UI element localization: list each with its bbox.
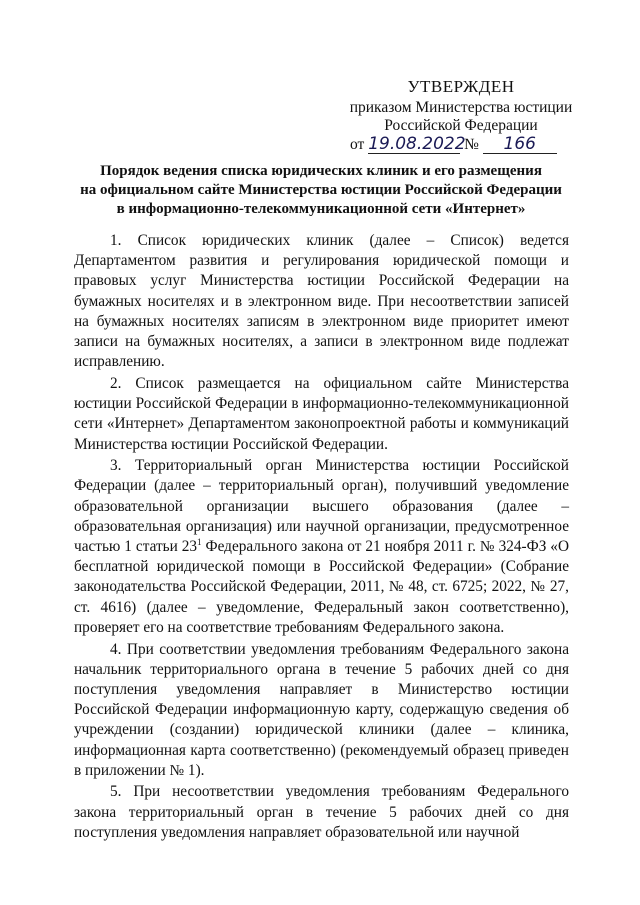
date-prefix: от: [350, 136, 365, 153]
approval-stamp: УТВЕРЖДЕН: [407, 77, 515, 96]
document-body: [74, 231, 569, 845]
title-line-1: Порядок ведения списка юридических клиник и его размещения: [100, 163, 542, 179]
article-superscript: 1: [197, 536, 202, 547]
handwritten-date: 19.08.2022: [368, 134, 466, 154]
document-title: [74, 162, 568, 219]
paragraph-1: 1. Список юридических клиник (далее – Список) ведется Департаментом развития и регулирования юридической помощи и правовых услуг Министерства юстиции Российской Федерации на бумажных носителях и в электронном виде. При несоответствии записей на бумажных носителях записям в электронном виде приоритет имеют записи на бумажных носителях, а записи в электронном виде подлежат исправлению.: [74, 232, 569, 371]
title-line-2: на официальном сайте Министерства юстиции Российской Федерации: [80, 182, 562, 198]
approval-order-line: приказом Министерства юстиции: [349, 99, 573, 116]
number-prefix: №: [464, 136, 479, 153]
approval-authority-line: Российской Федерации: [384, 117, 538, 134]
paragraph-3: [74, 456, 569, 638]
paragraph-3-part-a: 3. Территориальный орган Министерства юстиции Российской Федерации (далее – территориальный орган), получивший уведомление образовательной организации высшего образования (далее – образовательная организация) или научной организации, предусмотренное частью 1 статьи 23: [74, 457, 569, 556]
paragraph-4: 4. При соответствии уведомления требованиям Федерального закона начальник территориального органа в течение 5 рабочих дней со дня поступления уведомления направляет в Министерство юстиции Российской Федерации информационную карту, содержащую сведения об учреждении (создании) юридической клиники (далее – клиника, информационная карта соответственно) (рекомендуемый образец приведен в приложении № 1).: [74, 640, 569, 779]
paragraph-2: 2. Список размещается на официальном сайте Министерства юстиции Российской Федерации в информационно-телекоммуникационной сети «Интернет» Департаментом законопроектной работы и коммуникаций Министерства юстиции Российской Федерации.: [74, 374, 569, 453]
approval-block: [346, 78, 576, 154]
approval-date-line: [346, 136, 576, 154]
paragraph-3-part-b: Федерального закона от 21 ноября 2011 г. № 324-ФЗ «О бесплатной юридической помощи в Российской Федерации» (Собрание законодательства Российской Федерации, 2011, № 48, ст. 6725; 2022, № 27, ст. 4616) (далее – уведомление, Федеральный закон соответственно), проверяет его на соответствие требованиям Федерального закона.: [74, 538, 569, 636]
paragraph-5: 5. При несоответствии уведомления требованиям Федерального закона территориальный орган в течение 5 рабочих дней со дня поступления уведомления направляет образовательной или научной: [74, 783, 569, 841]
handwritten-number: 166: [483, 136, 557, 154]
title-line-3: в информационно-телекоммуникационной сети «Интернет»: [116, 201, 526, 217]
